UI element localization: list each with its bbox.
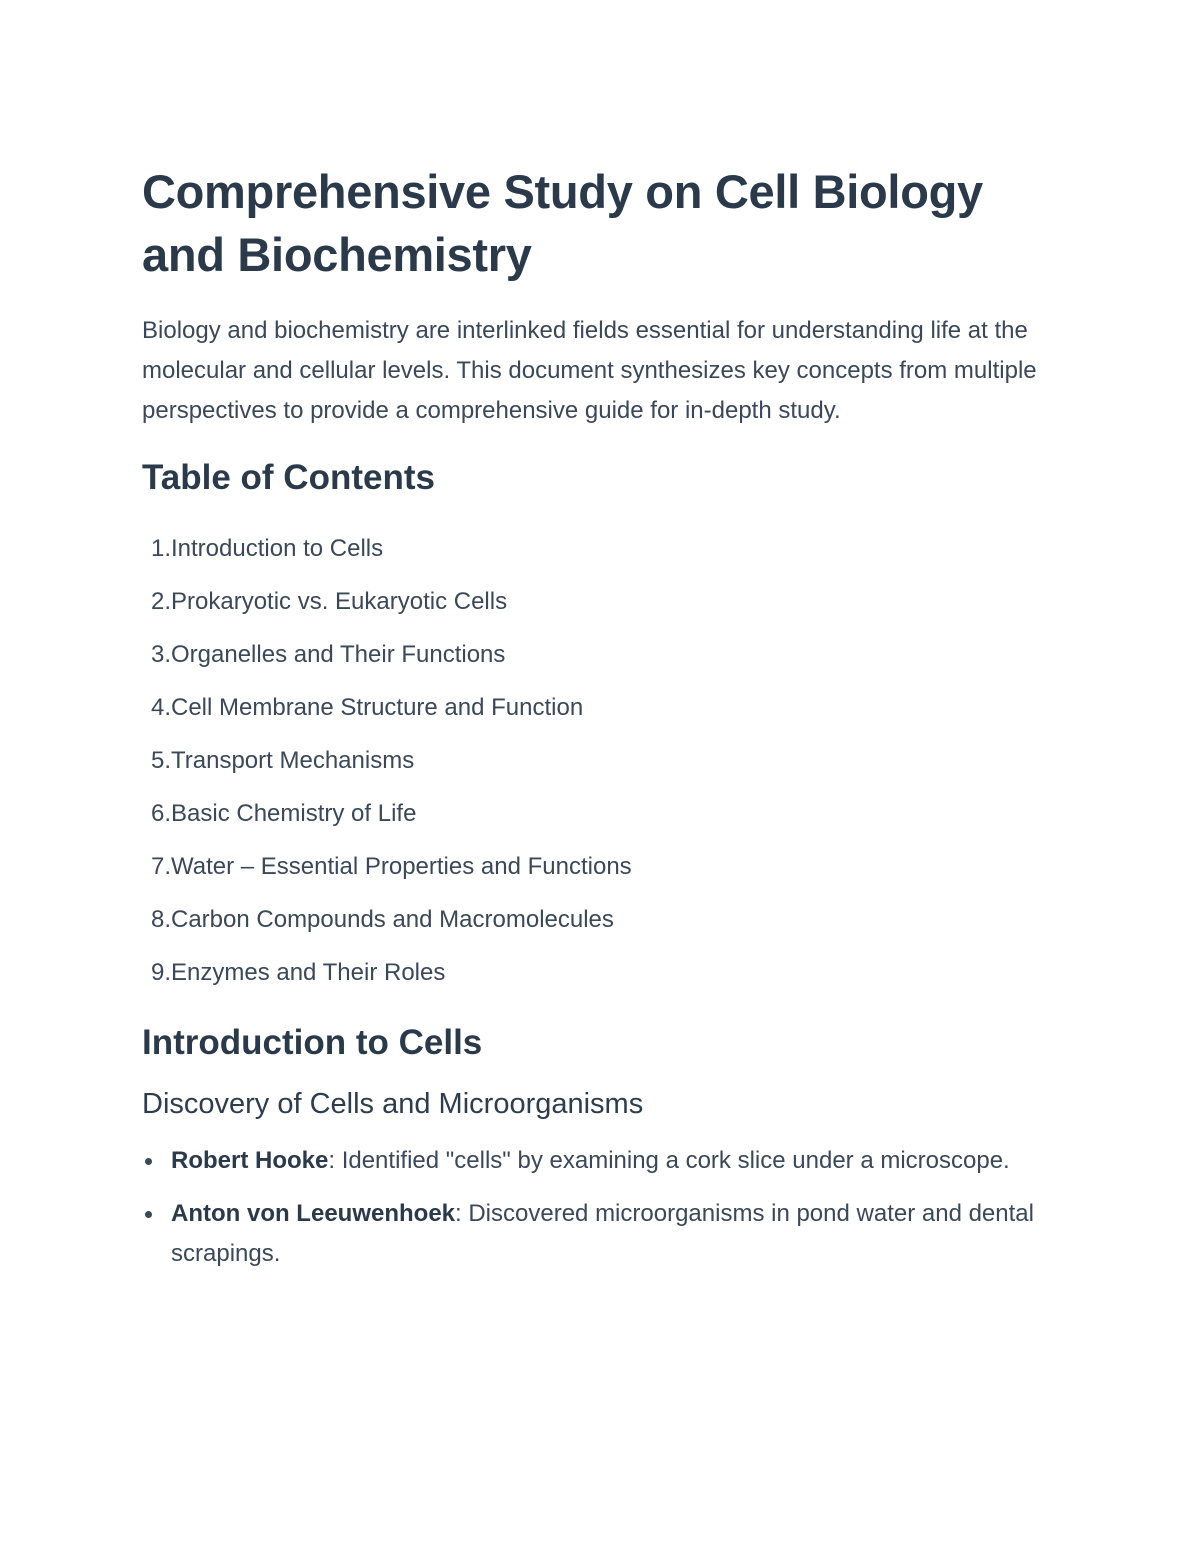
toc-item-label: Water – Essential Properties and Functions [171,853,632,880]
toc-item-number: 8. [150,906,171,933]
document-title: Comprehensive Study on Cell Biology and Biochemistry [142,165,983,281]
toc-item-label: Enzymes and Their Roles [171,959,446,986]
table-of-contents [142,522,1062,999]
bullet-text: : Discovered microorganisms in pond water and dental scrapings. [171,1200,1034,1267]
toc-item [142,946,1062,999]
toc-item-label: Transport Mechanisms [171,747,415,774]
toc-item-number: 4. [150,694,171,721]
toc-item-number: 1. [150,535,171,562]
section-heading: Introduction to Cells [142,1023,483,1062]
toc-item-number: 3. [150,641,171,668]
toc-item-number: 7. [150,853,171,880]
toc-item-label: Prokaryotic vs. Eukaryotic Cells [171,588,508,615]
bullet-icon [145,1158,152,1165]
bullet-term: Anton von Leeuwenhoek [171,1200,456,1227]
toc-item-number: 5. [150,747,171,774]
toc-item-number: 9. [150,959,171,986]
toc-item-label: Basic Chemistry of Life [171,800,417,827]
bullet-icon [145,1211,152,1218]
toc-item [142,787,1062,840]
bullet-list [142,1141,1062,1274]
toc-item-label: Organelles and Their Functions [171,641,506,668]
toc-item-number: 6. [150,800,171,827]
toc-item [142,681,1062,734]
document-page [142,160,1062,1287]
toc-item [142,734,1062,787]
bullet-term: Robert Hooke [171,1147,329,1174]
toc-item [142,840,1062,893]
toc-item [142,628,1062,681]
toc-item-label: Carbon Compounds and Macromolecules [171,906,614,933]
toc-item [142,575,1062,628]
toc-item [142,522,1062,575]
toc-item-label: Cell Membrane Structure and Function [171,694,584,721]
list-item [142,1141,1062,1181]
list-item [142,1194,1062,1274]
toc-heading: Table of Contents [142,458,435,497]
intro-paragraph: Biology and biochemistry are interlinked fields essential for understanding life at the molecular and cellular levels. This document synthesizes key concepts from multiple perspectives to provide a comprehensive guide for in-depth study. [142,317,1037,424]
bullet-text: : Identified "cells" by examining a cork slice under a microscope. [328,1147,1010,1174]
toc-item-label: Introduction to Cells [171,535,384,562]
section-subheading: Discovery of Cells and Microorganisms [142,1088,644,1120]
toc-item [142,893,1062,946]
toc-item-number: 2. [150,588,171,615]
